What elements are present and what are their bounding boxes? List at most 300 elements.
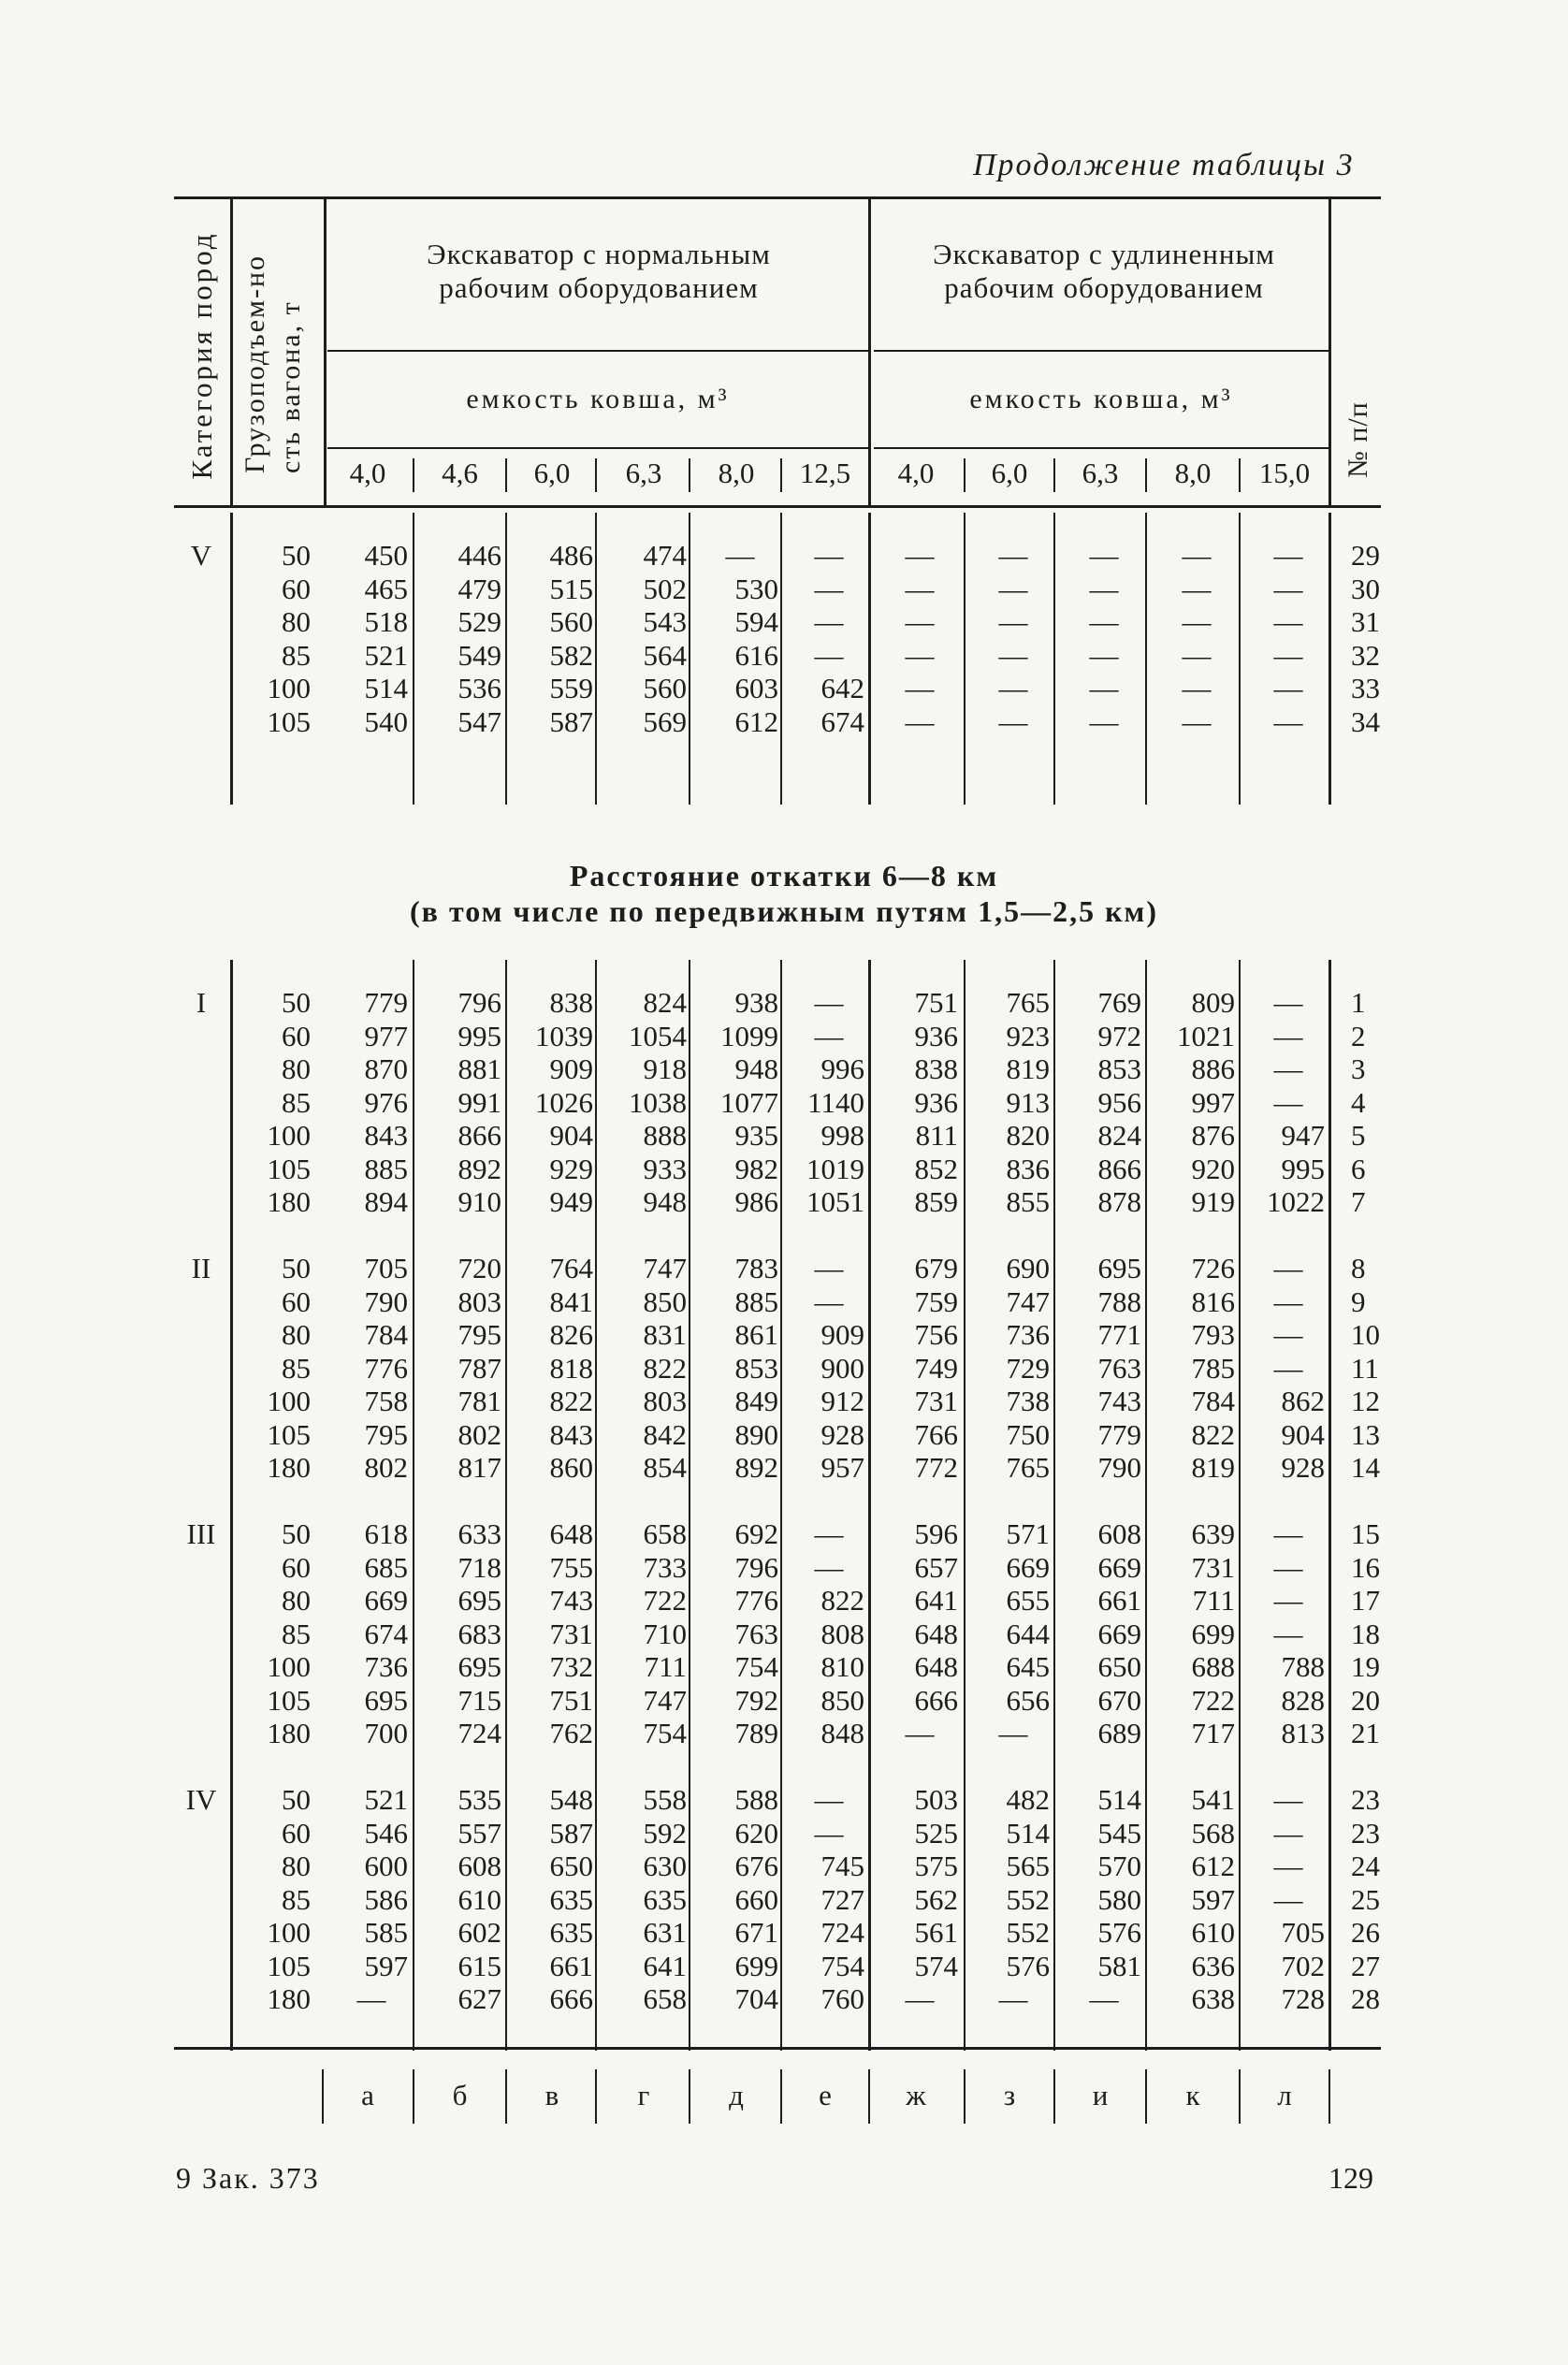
row-number-cell: 21 xyxy=(1351,1717,1380,1749)
column-separator xyxy=(964,513,965,805)
capacity-cell: 180 xyxy=(267,1185,311,1218)
value-cell: 650 xyxy=(549,1850,593,1882)
value-column xyxy=(874,1783,958,2016)
value-cell: 826 xyxy=(549,1318,593,1351)
value-cell: 1054 xyxy=(629,1019,687,1052)
capacity-cell: 60 xyxy=(282,1019,311,1052)
column-letter: д xyxy=(729,2079,744,2111)
dash-cell: — xyxy=(1273,1052,1303,1085)
dash-cell: — xyxy=(1089,605,1119,638)
value-cell: 535 xyxy=(457,1783,501,1816)
value-column xyxy=(786,539,864,738)
value-cell: 751 xyxy=(914,986,958,1019)
value-cell: 824 xyxy=(643,986,687,1019)
category-label: III xyxy=(186,1517,216,1550)
column-separator xyxy=(1239,960,1241,2051)
value-cell: 766 xyxy=(914,1417,958,1451)
capacity-cell: 180 xyxy=(267,1451,311,1484)
capacity-cell: 180 xyxy=(267,1717,311,1749)
dash-cell: — xyxy=(1182,672,1212,704)
value-cell: 446 xyxy=(457,539,501,572)
capacity-cell: 100 xyxy=(267,1119,311,1152)
value-cell: 885 xyxy=(734,1284,778,1318)
column-letter: в xyxy=(544,2079,559,2111)
value-cell: 546 xyxy=(364,1816,408,1850)
dash-cell: — xyxy=(1273,1351,1303,1385)
dash-cell: — xyxy=(998,605,1028,638)
dash-cell: — xyxy=(998,539,1028,572)
value-cell: 569 xyxy=(643,704,687,738)
value-cell: 1039 xyxy=(535,1019,593,1052)
value-column xyxy=(694,986,778,1219)
dash-cell: — xyxy=(905,1717,935,1749)
header-bottom-rule xyxy=(174,505,1381,508)
value-cell: 756 xyxy=(914,1318,958,1351)
value-column xyxy=(1244,986,1325,1219)
value-cell: 715 xyxy=(457,1683,501,1717)
value-cell: 630 xyxy=(643,1850,687,1882)
letter-separator xyxy=(505,2069,507,2124)
value-cell: 644 xyxy=(1006,1617,1050,1650)
dash-cell: — xyxy=(998,1982,1028,2015)
value-column xyxy=(1244,1783,1325,2016)
letter-separator xyxy=(413,2069,414,2124)
value-column xyxy=(327,539,408,738)
value-column xyxy=(969,1517,1050,1750)
value-cell: 705 xyxy=(1281,1916,1325,1949)
row-number-cell: 29 xyxy=(1351,539,1380,572)
value-cell: 912 xyxy=(820,1385,864,1417)
value-cell: 949 xyxy=(549,1185,593,1218)
value-column xyxy=(694,1517,778,1750)
value-cell: 710 xyxy=(643,1617,687,1650)
value-column xyxy=(1244,1517,1325,1750)
value-cell: 620 xyxy=(734,1816,778,1850)
bucket-size-separator xyxy=(1053,458,1055,492)
row-number-cell: 16 xyxy=(1351,1550,1380,1584)
value-cell: 650 xyxy=(1097,1650,1141,1683)
value-column xyxy=(874,986,958,1219)
bucket-size-separator xyxy=(1145,458,1147,492)
value-cell: 657 xyxy=(914,1550,958,1584)
value-column xyxy=(786,1783,864,2016)
row-number-column xyxy=(1351,1517,1398,1750)
normal-bucket-label: емкость ковша, м³ xyxy=(466,384,730,414)
bucket-size-separator xyxy=(689,458,690,492)
value-cell: 822 xyxy=(643,1351,687,1385)
value-cell: 594 xyxy=(734,605,778,638)
value-column xyxy=(786,1517,864,1750)
value-cell: 881 xyxy=(457,1052,501,1085)
value-column xyxy=(601,1517,687,1750)
value-cell: 854 xyxy=(643,1451,687,1484)
value-cell: 838 xyxy=(549,986,593,1019)
value-cell: 738 xyxy=(1006,1385,1050,1417)
dash-cell: — xyxy=(1273,539,1303,572)
value-cell: 717 xyxy=(1191,1717,1235,1749)
value-cell: 886 xyxy=(1191,1052,1235,1085)
dash-cell: — xyxy=(1089,704,1119,738)
value-cell: 776 xyxy=(734,1584,778,1617)
value-column xyxy=(418,986,501,1219)
value-cell: 763 xyxy=(1097,1351,1141,1385)
value-cell: 574 xyxy=(914,1949,958,1982)
dash-cell: — xyxy=(814,1783,844,1816)
capacity-column xyxy=(217,539,311,738)
column-separator xyxy=(780,960,782,2051)
value-cell: 702 xyxy=(1281,1949,1325,1982)
value-cell: 843 xyxy=(549,1417,593,1451)
row-number-cell: 19 xyxy=(1351,1650,1380,1683)
letter-separator xyxy=(322,2069,324,2124)
value-column xyxy=(511,1517,593,1750)
value-column xyxy=(1151,539,1235,738)
value-cell: 705 xyxy=(364,1252,408,1284)
value-cell: 957 xyxy=(820,1451,864,1484)
value-cell: 790 xyxy=(364,1284,408,1318)
value-cell: 995 xyxy=(1281,1152,1325,1185)
value-cell: 731 xyxy=(914,1385,958,1417)
value-column xyxy=(327,1252,408,1485)
value-cell: 810 xyxy=(820,1650,864,1683)
value-cell: 982 xyxy=(734,1152,778,1185)
row-number-cell: 17 xyxy=(1351,1584,1380,1617)
value-cell: 600 xyxy=(364,1850,408,1882)
dash-cell: — xyxy=(1273,605,1303,638)
value-column xyxy=(601,1783,687,2016)
value-cell: 779 xyxy=(364,986,408,1019)
value-cell: 913 xyxy=(1006,1085,1050,1119)
capacity-column xyxy=(217,986,311,1219)
value-cell: 933 xyxy=(643,1152,687,1185)
value-cell: 638 xyxy=(1191,1982,1235,2015)
value-cell: 615 xyxy=(457,1949,501,1982)
capacity-cell: 105 xyxy=(267,1683,311,1717)
dash-cell: — xyxy=(725,539,755,572)
value-cell: 541 xyxy=(1191,1783,1235,1816)
value-cell: 731 xyxy=(549,1617,593,1650)
row-number-cell: 30 xyxy=(1351,572,1380,605)
row-number-cell: 34 xyxy=(1351,704,1380,738)
value-cell: 809 xyxy=(1191,986,1235,1019)
value-cell: 608 xyxy=(1097,1517,1141,1550)
value-cell: 564 xyxy=(643,638,687,672)
column-letter: е xyxy=(819,2079,832,2111)
value-cell: 818 xyxy=(549,1351,593,1385)
extended-bucket-rule xyxy=(874,447,1328,449)
value-cell: 824 xyxy=(1097,1119,1141,1152)
value-cell: 514 xyxy=(364,672,408,704)
value-cell: 859 xyxy=(914,1185,958,1218)
value-cell: 656 xyxy=(1006,1683,1050,1717)
value-cell: 704 xyxy=(734,1982,778,2015)
capacity-header-text: Грузоподъем-ность вагона, т xyxy=(240,254,306,473)
value-column xyxy=(418,539,501,738)
category-label: IV xyxy=(185,1783,217,1816)
dash-cell: — xyxy=(814,572,844,605)
value-cell: 616 xyxy=(734,638,778,672)
value-cell: 514 xyxy=(1097,1783,1141,1816)
column-letter: к xyxy=(1185,2079,1200,2111)
value-cell: 582 xyxy=(549,638,593,672)
value-cell: 1099 xyxy=(720,1019,778,1052)
value-cell: 575 xyxy=(914,1850,958,1882)
letter-separator xyxy=(1239,2069,1241,2124)
capacity-cell: 85 xyxy=(282,1085,311,1119)
dash-cell: — xyxy=(1273,572,1303,605)
value-cell: 860 xyxy=(549,1451,593,1484)
value-cell: 956 xyxy=(1097,1085,1141,1119)
value-cell: 728 xyxy=(1281,1982,1325,2015)
value-cell: 690 xyxy=(1006,1252,1050,1284)
capacity-cell: 105 xyxy=(267,1949,311,1982)
capacity-cell: 105 xyxy=(267,1417,311,1451)
value-cell: 648 xyxy=(914,1650,958,1683)
value-cell: 743 xyxy=(1097,1385,1141,1417)
value-cell: 838 xyxy=(914,1052,958,1085)
column-separator xyxy=(505,960,507,2051)
capacity-cell: 100 xyxy=(267,1650,311,1683)
dash-cell: — xyxy=(814,1019,844,1052)
value-column xyxy=(327,1783,408,2016)
value-cell: 822 xyxy=(820,1584,864,1617)
value-cell: 685 xyxy=(364,1550,408,1584)
value-cell: 811 xyxy=(915,1119,958,1152)
letter-separator xyxy=(868,2069,870,2124)
column-separator xyxy=(1145,513,1147,805)
column-letter: и xyxy=(1092,2079,1109,2111)
value-cell: 866 xyxy=(457,1119,501,1152)
value-cell: 635 xyxy=(549,1916,593,1949)
value-cell: 790 xyxy=(1097,1451,1141,1484)
capacity-cell: 80 xyxy=(282,605,311,638)
value-cell: 736 xyxy=(1006,1318,1050,1351)
normal-bucket-rule xyxy=(327,447,868,449)
value-column xyxy=(1059,1252,1141,1485)
value-column xyxy=(511,986,593,1219)
value-column xyxy=(969,986,1050,1219)
value-cell: 576 xyxy=(1097,1916,1141,1949)
value-column xyxy=(786,1252,864,1485)
value-column xyxy=(786,986,864,1219)
dash-cell: — xyxy=(1089,672,1119,704)
bucket-size-separator xyxy=(780,458,782,492)
value-cell: 1038 xyxy=(629,1085,687,1119)
value-column xyxy=(1059,1517,1141,1750)
row-number-cell: 25 xyxy=(1351,1882,1380,1916)
value-cell: 995 xyxy=(457,1019,501,1052)
value-cell: 676 xyxy=(734,1850,778,1882)
value-cell: 562 xyxy=(914,1882,958,1916)
value-cell: 1051 xyxy=(806,1185,864,1218)
value-cell: 699 xyxy=(734,1949,778,1982)
value-cell: 610 xyxy=(457,1882,501,1916)
value-cell: 909 xyxy=(820,1318,864,1351)
dash-cell: — xyxy=(1182,704,1212,738)
extended-bucket-label: емкость ковша, м³ xyxy=(969,384,1233,414)
value-cell: 784 xyxy=(364,1318,408,1351)
value-cell: 842 xyxy=(643,1417,687,1451)
dash-cell: — xyxy=(905,605,935,638)
bucket-size-separator xyxy=(595,458,597,492)
value-cell: 641 xyxy=(914,1584,958,1617)
value-cell: 661 xyxy=(549,1949,593,1982)
value-cell: 560 xyxy=(549,605,593,638)
dash-cell: — xyxy=(1273,1284,1303,1318)
body-vline xyxy=(1328,513,1331,805)
value-cell: 479 xyxy=(457,572,501,605)
value-cell: 986 xyxy=(734,1185,778,1218)
bucket-size-separator xyxy=(505,458,507,492)
value-column xyxy=(694,1783,778,2016)
value-cell: 631 xyxy=(643,1916,687,1949)
value-cell: 1019 xyxy=(806,1152,864,1185)
row-number-cell: 18 xyxy=(1351,1617,1380,1650)
value-cell: 635 xyxy=(549,1882,593,1916)
value-cell: 850 xyxy=(820,1683,864,1717)
capacity-cell: 80 xyxy=(282,1052,311,1085)
value-cell: 793 xyxy=(1191,1318,1235,1351)
column-letter: г xyxy=(637,2079,650,2111)
value-cell: 695 xyxy=(457,1650,501,1683)
bucket-size-separator xyxy=(964,458,965,492)
dash-cell: — xyxy=(1273,1816,1303,1850)
value-cell: 976 xyxy=(364,1085,408,1119)
dash-cell: — xyxy=(1273,1617,1303,1650)
dash-cell: — xyxy=(1182,572,1212,605)
header-vline xyxy=(230,198,233,507)
value-cell: 749 xyxy=(914,1351,958,1385)
value-cell: 660 xyxy=(734,1882,778,1916)
column-separator xyxy=(780,513,782,805)
value-cell: 635 xyxy=(643,1882,687,1916)
column-separator xyxy=(505,513,507,805)
value-cell: 515 xyxy=(549,572,593,605)
capacity-column xyxy=(217,1252,311,1485)
value-cell: 781 xyxy=(457,1385,501,1417)
value-column xyxy=(1151,986,1235,1219)
value-cell: 503 xyxy=(914,1783,958,1816)
value-column xyxy=(969,1783,1050,2016)
capacity-cell: 50 xyxy=(282,1783,311,1816)
dash-cell: — xyxy=(1089,638,1119,672)
value-cell: 792 xyxy=(734,1683,778,1717)
letter-separator xyxy=(780,2069,782,2124)
value-cell: 699 xyxy=(1191,1617,1235,1650)
bucket-size-label: 8,0 xyxy=(718,457,755,489)
value-cell: 803 xyxy=(457,1284,501,1318)
value-cell: 762 xyxy=(549,1717,593,1749)
value-cell: 923 xyxy=(1006,1019,1050,1052)
value-cell: 795 xyxy=(457,1318,501,1351)
dash-cell: — xyxy=(814,539,844,572)
value-cell: 733 xyxy=(643,1550,687,1584)
value-cell: 948 xyxy=(643,1185,687,1218)
value-cell: 751 xyxy=(549,1683,593,1717)
value-cell: 996 xyxy=(820,1052,864,1085)
value-cell: 669 xyxy=(1097,1617,1141,1650)
value-cell: 817 xyxy=(457,1451,501,1484)
value-cell: 765 xyxy=(1006,986,1050,1019)
value-cell: 849 xyxy=(734,1385,778,1417)
value-cell: 848 xyxy=(820,1717,864,1749)
row-number-column xyxy=(1351,1783,1398,2016)
capacity-cell: 100 xyxy=(267,1916,311,1949)
value-cell: 855 xyxy=(1006,1185,1050,1218)
value-cell: 669 xyxy=(364,1584,408,1617)
bucket-size-separator xyxy=(1239,458,1241,492)
value-column xyxy=(601,539,687,738)
value-cell: 561 xyxy=(914,1916,958,1949)
capacity-cell: 85 xyxy=(282,1351,311,1385)
capacity-cell: 180 xyxy=(267,1982,311,2015)
value-cell: 585 xyxy=(364,1916,408,1949)
value-cell: 711 xyxy=(644,1650,687,1683)
value-column xyxy=(601,986,687,1219)
value-cell: 787 xyxy=(457,1351,501,1385)
row-number-cell: 14 xyxy=(1351,1451,1380,1484)
value-cell: 618 xyxy=(364,1517,408,1550)
value-cell: 783 xyxy=(734,1252,778,1284)
value-cell: 769 xyxy=(1097,986,1141,1019)
value-column xyxy=(1151,1517,1235,1750)
value-cell: 558 xyxy=(643,1783,687,1816)
capacity-cell: 50 xyxy=(282,539,311,572)
value-cell: 900 xyxy=(820,1351,864,1385)
letter-separator xyxy=(689,2069,690,2124)
value-cell: 1021 xyxy=(1177,1019,1235,1052)
value-column xyxy=(511,1783,593,2016)
value-cell: 785 xyxy=(1191,1351,1235,1385)
value-cell: 1140 xyxy=(807,1085,864,1119)
dash-cell: — xyxy=(814,605,844,638)
bucket-size-label: 15,0 xyxy=(1258,457,1311,489)
dash-cell: — xyxy=(905,1982,935,2015)
value-cell: 588 xyxy=(734,1783,778,1816)
dash-cell: — xyxy=(814,986,844,1019)
value-cell: 802 xyxy=(364,1451,408,1484)
value-cell: 819 xyxy=(1006,1052,1050,1085)
column-separator xyxy=(689,960,690,2051)
value-cell: 465 xyxy=(364,572,408,605)
dash-cell: — xyxy=(1273,1019,1303,1052)
value-cell: 627 xyxy=(457,1982,501,2015)
value-cell: 603 xyxy=(734,672,778,704)
value-cell: 639 xyxy=(1191,1517,1235,1550)
capacity-header xyxy=(238,211,316,511)
column-separator xyxy=(1145,960,1147,2051)
value-cell: 565 xyxy=(1006,1850,1050,1882)
value-column xyxy=(1059,1783,1141,2016)
value-cell: 529 xyxy=(457,605,501,638)
value-cell: 929 xyxy=(549,1152,593,1185)
column-separator xyxy=(1053,513,1055,805)
value-cell: 998 xyxy=(820,1119,864,1152)
value-cell: 808 xyxy=(820,1617,864,1650)
dash-cell: — xyxy=(1182,638,1212,672)
value-cell: 788 xyxy=(1097,1284,1141,1318)
value-cell: 736 xyxy=(364,1650,408,1683)
category-label: I xyxy=(196,986,207,1019)
value-column xyxy=(1244,1252,1325,1485)
value-cell: 666 xyxy=(549,1982,593,2015)
value-cell: 587 xyxy=(549,1816,593,1850)
value-cell: 724 xyxy=(457,1717,501,1749)
row-number-column xyxy=(1351,986,1398,1219)
value-cell: 918 xyxy=(643,1052,687,1085)
bucket-size-label: 6,3 xyxy=(625,457,662,489)
capacity-cell: 85 xyxy=(282,1617,311,1650)
